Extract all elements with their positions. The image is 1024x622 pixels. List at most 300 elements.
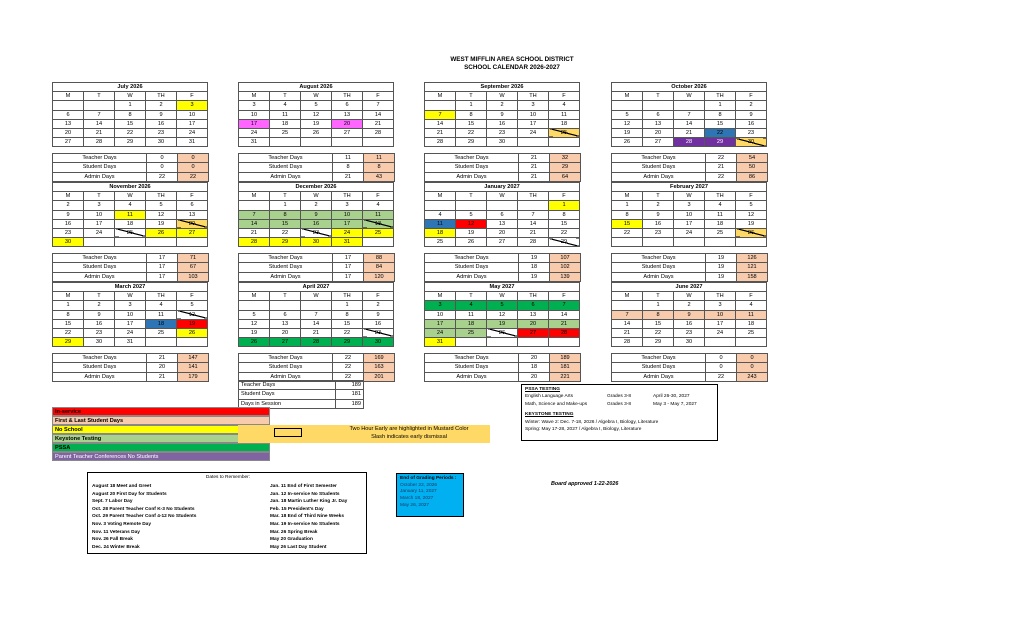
day-cell: 26 — [146, 228, 177, 237]
month-stats-11 — [611, 353, 768, 382]
day-header: T — [456, 292, 487, 301]
day-cell: 14 — [425, 119, 456, 128]
stat-month-value: 19 — [519, 254, 550, 263]
week-row — [612, 119, 767, 128]
stat-month-value: 22 — [147, 172, 178, 181]
week-row — [425, 301, 580, 310]
day-cell: 15 — [612, 219, 643, 228]
stat-label: Student Days — [53, 163, 147, 172]
month-11 — [611, 282, 767, 347]
totals-table — [238, 380, 364, 409]
day-cell: 30 — [146, 138, 177, 147]
month-name: February 2027 — [612, 183, 767, 192]
day-cell: 11 — [270, 110, 301, 119]
legend-item: Keystone Testing — [52, 434, 270, 443]
day-cell: 28 — [518, 238, 549, 247]
day-cell — [84, 238, 115, 247]
day-cell: 5 — [177, 301, 208, 310]
month-stats-8 — [52, 353, 209, 382]
day-header-row — [53, 192, 208, 201]
day-cell: 4 — [736, 301, 767, 310]
stat-row — [612, 272, 768, 281]
day-cell: 22 — [456, 128, 487, 137]
stat-month-value: 21 — [519, 172, 550, 181]
month-stats-7 — [611, 253, 768, 282]
week-row — [425, 110, 580, 119]
day-header: F — [363, 192, 394, 201]
stat-cumulative-value: 139 — [550, 272, 581, 281]
stat-row — [53, 263, 209, 272]
day-cell: 10 — [115, 310, 146, 319]
month-9 — [238, 282, 394, 347]
day-cell: 18 — [146, 319, 177, 328]
day-cell: 5 — [487, 301, 518, 310]
day-header: F — [177, 192, 208, 201]
week-row — [53, 119, 208, 128]
stat-row — [239, 263, 395, 272]
day-header: TH — [518, 92, 549, 101]
day-header: M — [425, 192, 456, 201]
day-header: T — [84, 192, 115, 201]
day-cell: 30 — [363, 338, 394, 347]
month-name: November 2026 — [53, 183, 208, 192]
week-row — [53, 238, 208, 247]
month-6 — [424, 182, 580, 247]
day-cell: 4 — [146, 301, 177, 310]
week-row — [53, 110, 208, 119]
day-cell: 4 — [425, 210, 456, 219]
day-header: W — [487, 192, 518, 201]
day-cell — [425, 201, 456, 210]
grading-dates — [400, 483, 460, 510]
stat-label: Student Days — [612, 263, 706, 272]
day-cell — [643, 101, 674, 110]
stat-month-value: 18 — [519, 263, 550, 272]
day-cell: 22 — [705, 128, 736, 137]
day-cell — [177, 238, 208, 247]
day-cell: 23 — [84, 328, 115, 337]
day-header: T — [643, 192, 674, 201]
week-row — [612, 138, 767, 147]
day-cell: 31 — [239, 138, 270, 147]
stat-label: Admin Days — [425, 272, 519, 281]
day-cell: 31 — [332, 238, 363, 247]
day-cell: 26 — [239, 338, 270, 347]
day-cell: 16 — [146, 119, 177, 128]
day-header: M — [239, 292, 270, 301]
pssa-rows — [525, 393, 714, 408]
month-name: March 2027 — [53, 283, 208, 292]
stat-label: Student Days — [53, 363, 147, 372]
date-item: May 20 Graduation — [270, 537, 313, 543]
day-cell: 25 — [736, 328, 767, 337]
day-cell: 26 — [612, 138, 643, 147]
day-cell: 12 — [487, 310, 518, 319]
stat-month-value: 19 — [706, 272, 737, 281]
month-stats-6 — [424, 253, 581, 282]
pssa-grades: Grades 3-8 — [607, 394, 631, 400]
totals-row — [239, 390, 364, 399]
stat-label: Admin Days — [53, 272, 147, 281]
day-cell — [674, 238, 705, 247]
totals-value: 189 — [336, 381, 364, 390]
day-cell: 17 — [332, 219, 363, 228]
day-cell: 19 — [456, 228, 487, 237]
stat-cumulative-value: 64 — [550, 172, 581, 181]
stat-cumulative-value: 32 — [550, 154, 581, 163]
stat-month-value: 20 — [519, 372, 550, 381]
stat-cumulative-value: 86 — [737, 172, 768, 181]
day-cell: 2 — [363, 301, 394, 310]
day-header: T — [84, 92, 115, 101]
week-row — [53, 338, 208, 347]
day-cell: 20 — [177, 219, 208, 228]
stat-cumulative-value: 181 — [550, 363, 581, 372]
day-cell: 10 — [177, 110, 208, 119]
day-cell — [736, 338, 767, 347]
stat-month-value: 20 — [519, 354, 550, 363]
day-cell: 11 — [549, 110, 580, 119]
day-cell: 10 — [674, 210, 705, 219]
month-stats-3 — [611, 153, 768, 182]
day-header: TH — [705, 292, 736, 301]
day-header: M — [53, 192, 84, 201]
day-cell: 3 — [705, 301, 736, 310]
day-cell: 25 — [425, 238, 456, 247]
day-header-row — [425, 292, 580, 301]
stat-label: Teacher Days — [53, 254, 147, 263]
stat-row — [239, 272, 395, 281]
stat-label: Teacher Days — [239, 354, 333, 363]
day-cell: 13 — [487, 219, 518, 228]
day-cell: 24 — [115, 328, 146, 337]
grading-periods — [396, 473, 464, 517]
week-row — [612, 310, 767, 319]
day-cell: 26 — [736, 228, 767, 237]
month-0 — [52, 82, 208, 147]
day-cell — [674, 101, 705, 110]
month-name: July 2026 — [53, 83, 208, 92]
stat-cumulative-value: 221 — [550, 372, 581, 381]
month-stats-1 — [238, 153, 395, 182]
pssa-row — [525, 401, 714, 408]
day-cell: 30 — [84, 338, 115, 347]
day-cell — [612, 301, 643, 310]
stat-label: Teacher Days — [239, 154, 333, 163]
day-cell: 1 — [549, 201, 580, 210]
day-cell: 13 — [270, 319, 301, 328]
date-item: Jan. 18 Martin Luther King Jr. Day — [270, 499, 348, 505]
month-stats-5 — [238, 253, 395, 282]
day-cell: 4 — [456, 301, 487, 310]
day-cell: 16 — [363, 319, 394, 328]
day-cell: 18 — [705, 219, 736, 228]
day-cell: 7 — [363, 101, 394, 110]
stat-label: Student Days — [612, 163, 706, 172]
day-header: T — [643, 292, 674, 301]
stat-row — [612, 163, 768, 172]
day-cell: 1 — [612, 201, 643, 210]
stat-month-value: 22 — [706, 172, 737, 181]
day-header: M — [425, 292, 456, 301]
week-row — [239, 228, 394, 237]
pssa-subject: English Language Arts — [525, 394, 574, 400]
stat-cumulative-value: 8 — [364, 163, 395, 172]
day-header: W — [487, 292, 518, 301]
day-header-row — [612, 92, 767, 101]
date-item: Jan. 12 In-service No Students — [270, 491, 340, 497]
week-row — [239, 128, 394, 137]
legend-item: PSSA — [52, 443, 270, 452]
day-cell: 15 — [53, 319, 84, 328]
stat-month-value: 17 — [147, 272, 178, 281]
day-header: TH — [332, 292, 363, 301]
day-header: M — [612, 292, 643, 301]
day-cell: 7 — [518, 210, 549, 219]
day-cell — [612, 238, 643, 247]
day-cell: 19 — [301, 119, 332, 128]
day-cell: 28 — [425, 138, 456, 147]
day-cell — [518, 138, 549, 147]
day-cell: 1 — [53, 301, 84, 310]
day-cell: 19 — [239, 328, 270, 337]
day-cell: 23 — [487, 128, 518, 137]
day-cell: 11 — [115, 210, 146, 219]
day-cell: 27 — [643, 138, 674, 147]
day-cell: 8 — [549, 210, 580, 219]
day-header: W — [115, 292, 146, 301]
day-header-row — [612, 192, 767, 201]
day-cell: 2 — [301, 201, 332, 210]
stat-cumulative-value: 243 — [737, 372, 768, 381]
day-cell: 4 — [115, 201, 146, 210]
day-cell: 24 — [177, 128, 208, 137]
day-header-row — [239, 192, 394, 201]
week-row — [425, 219, 580, 228]
day-cell: 5 — [239, 310, 270, 319]
day-cell: 16 — [53, 219, 84, 228]
day-cell: 2 — [146, 101, 177, 110]
day-header: T — [270, 92, 301, 101]
day-cell: 21 — [549, 319, 580, 328]
stat-row — [425, 154, 581, 163]
stat-month-value: 22 — [333, 354, 364, 363]
day-cell — [425, 101, 456, 110]
day-cell — [487, 201, 518, 210]
stat-row — [612, 263, 768, 272]
day-cell: 3 — [115, 301, 146, 310]
week-row — [239, 119, 394, 128]
stat-cumulative-value: 102 — [550, 263, 581, 272]
day-cell: 24 — [332, 228, 363, 237]
stat-row — [53, 254, 209, 263]
day-header: W — [674, 292, 705, 301]
day-cell: 12 — [177, 310, 208, 319]
day-cell: 15 — [549, 219, 580, 228]
stat-row — [239, 254, 395, 263]
day-cell — [456, 338, 487, 347]
day-cell: 28 — [84, 138, 115, 147]
pssa-dates: April 26-30, 2027 — [653, 394, 690, 400]
day-cell: 21 — [518, 228, 549, 237]
day-cell — [177, 338, 208, 347]
pssa-title: PSSA TESTING — [525, 387, 561, 392]
day-cell: 11 — [456, 310, 487, 319]
month-name: May 2027 — [425, 283, 580, 292]
stat-cumulative-value: 0 — [178, 163, 209, 172]
day-header: T — [643, 92, 674, 101]
stat-cumulative-value: 11 — [364, 154, 395, 163]
day-cell: 14 — [612, 319, 643, 328]
day-cell: 29 — [549, 238, 580, 247]
stat-cumulative-value: 84 — [364, 263, 395, 272]
day-header: TH — [146, 192, 177, 201]
stat-month-value: 0 — [706, 363, 737, 372]
day-cell: 27 — [518, 328, 549, 337]
date-item: Nov. 11 Veterans Day — [92, 529, 140, 535]
day-cell: 16 — [301, 219, 332, 228]
stat-row — [53, 272, 209, 281]
date-item: Nov. 3 Voting Remote Day — [92, 521, 151, 527]
totals-row — [239, 381, 364, 390]
stat-label: Admin Days — [239, 372, 333, 381]
day-cell: 28 — [301, 338, 332, 347]
day-cell: 18 — [115, 219, 146, 228]
day-cell: 28 — [674, 138, 705, 147]
stat-label: Student Days — [239, 363, 333, 372]
day-header: M — [239, 92, 270, 101]
day-header: W — [301, 92, 332, 101]
stat-label: Teacher Days — [425, 254, 519, 263]
day-cell: 12 — [612, 119, 643, 128]
day-cell: 8 — [456, 110, 487, 119]
totals-label: Student Days — [239, 390, 336, 399]
stat-label: Teacher Days — [425, 154, 519, 163]
stat-row — [612, 363, 768, 372]
pssa-box — [521, 384, 718, 441]
stat-row — [53, 363, 209, 372]
month-name: January 2027 — [425, 183, 580, 192]
day-cell: 27 — [177, 228, 208, 237]
stat-label: Admin Days — [53, 172, 147, 181]
week-row — [239, 319, 394, 328]
stat-row — [53, 163, 209, 172]
date-item: Feb. 15 President's Day — [270, 506, 324, 512]
week-row — [239, 201, 394, 210]
day-cell: 6 — [518, 301, 549, 310]
stat-row — [239, 354, 395, 363]
dates-to-remember — [87, 472, 367, 554]
stat-cumulative-value: 43 — [364, 172, 395, 181]
week-row — [612, 128, 767, 137]
day-cell: 3 — [674, 201, 705, 210]
day-cell: 17 — [674, 219, 705, 228]
day-cell: 27 — [53, 138, 84, 147]
day-cell: 24 — [84, 228, 115, 237]
day-cell: 10 — [518, 110, 549, 119]
day-cell: 24 — [239, 128, 270, 137]
day-cell: 7 — [549, 301, 580, 310]
stat-row — [612, 354, 768, 363]
month-name: August 2026 — [239, 83, 394, 92]
day-header: TH — [705, 92, 736, 101]
month-stats-4 — [52, 253, 209, 282]
day-cell: 6 — [53, 110, 84, 119]
day-cell: 3 — [84, 201, 115, 210]
day-cell: 28 — [612, 338, 643, 347]
day-cell: 6 — [270, 310, 301, 319]
day-header: M — [239, 192, 270, 201]
day-header: TH — [518, 192, 549, 201]
stat-cumulative-value: 158 — [737, 272, 768, 281]
stat-month-value: 21 — [147, 354, 178, 363]
day-cell — [549, 338, 580, 347]
day-header: F — [177, 92, 208, 101]
early-line-2: Slash indicates early dismissal — [371, 434, 447, 440]
stat-cumulative-value: 0 — [178, 154, 209, 163]
day-cell: 9 — [146, 110, 177, 119]
stat-month-value: 17 — [147, 263, 178, 272]
stat-month-value: 0 — [147, 163, 178, 172]
day-header: T — [456, 192, 487, 201]
week-row — [239, 219, 394, 228]
day-cell: 8 — [270, 210, 301, 219]
day-cell: 27 — [332, 128, 363, 137]
stat-month-value: 17 — [333, 263, 364, 272]
day-cell: 6 — [643, 110, 674, 119]
day-cell: 27 — [487, 238, 518, 247]
week-row — [612, 201, 767, 210]
day-cell: 10 — [332, 210, 363, 219]
day-cell: 21 — [363, 119, 394, 128]
day-cell: 25 — [270, 128, 301, 137]
day-cell — [363, 138, 394, 147]
pssa-subject: Math, Science and Make-ups — [525, 401, 588, 407]
day-cell: 17 — [177, 119, 208, 128]
day-header: M — [612, 192, 643, 201]
day-cell: 9 — [643, 210, 674, 219]
day-header: TH — [705, 192, 736, 201]
week-row — [53, 201, 208, 210]
day-cell: 18 — [425, 228, 456, 237]
day-cell — [705, 238, 736, 247]
stat-cumulative-value: 121 — [737, 263, 768, 272]
day-cell — [270, 138, 301, 147]
day-cell: 22 — [53, 328, 84, 337]
day-cell: 15 — [643, 319, 674, 328]
dates-col-2 — [270, 483, 347, 551]
day-cell: 2 — [487, 101, 518, 110]
keystone-line-1: Winter: Wave 2: Dec. 7-18, 2026 / Algebra I, Biology, Literature — [525, 419, 659, 425]
stat-label: Student Days — [53, 263, 147, 272]
day-cell: 21 — [239, 228, 270, 237]
day-cell: 25 — [549, 128, 580, 137]
stat-cumulative-value: 88 — [364, 254, 395, 263]
stat-row — [53, 372, 209, 381]
month-10 — [424, 282, 580, 347]
stat-cumulative-value: 141 — [178, 363, 209, 372]
day-cell: 7 — [612, 310, 643, 319]
month-stats-10 — [424, 353, 581, 382]
day-cell: 25 — [146, 328, 177, 337]
stat-label: Teacher Days — [425, 354, 519, 363]
day-cell: 13 — [53, 119, 84, 128]
day-cell: 29 — [53, 338, 84, 347]
stat-row — [239, 154, 395, 163]
day-header-row — [612, 292, 767, 301]
day-cell: 25 — [705, 228, 736, 237]
stat-month-value: 22 — [333, 363, 364, 372]
